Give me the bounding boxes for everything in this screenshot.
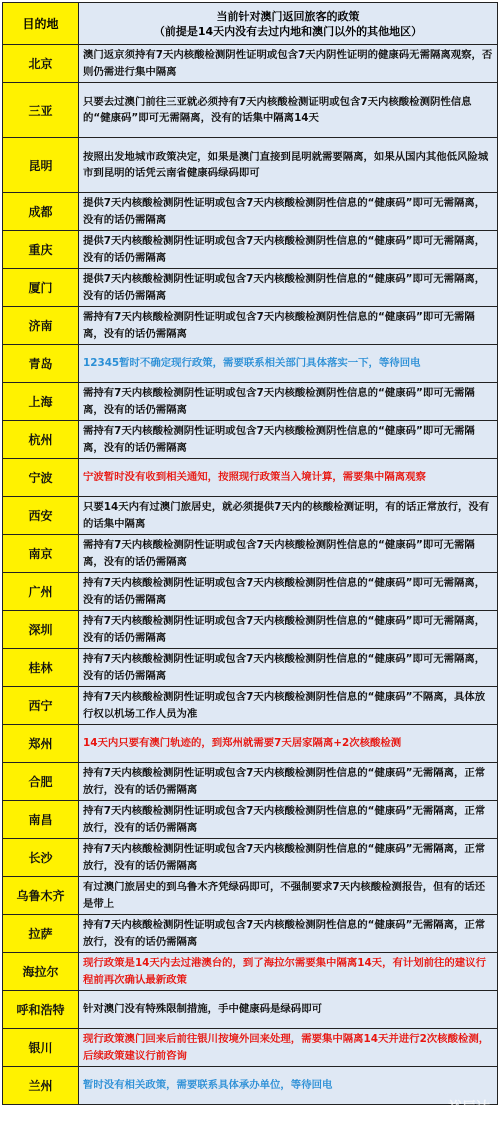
policy-cell: 按照出发地城市政策决定，如果是澳门直接到昆明就需要隔离，如果从国内其他低风险城市到昆明的话凭云南省健康码绿码即可 xyxy=(79,138,498,193)
city-cell: 拉萨 xyxy=(3,915,79,953)
header-title-line2: （前提是14天内没有去过内地和澳门以外的其他地区） xyxy=(82,24,494,39)
table-row xyxy=(3,839,498,877)
table-row xyxy=(3,269,498,307)
table-row xyxy=(3,193,498,231)
city-cell: 桂林 xyxy=(3,649,79,687)
table-row xyxy=(3,421,498,459)
policy-cell: 宁波暂时没有收到相关通知，按照现行政策当入境计算，需要集中隔离观察 xyxy=(79,459,498,497)
city-cell: 济南 xyxy=(3,307,79,345)
city-cell: 深圳 xyxy=(3,611,79,649)
policy-cell: 澳门返京须持有7天内核酸检测阴性证明或包含7天内阴性证明的健康码无需隔离观察，否则仍需进行集中隔离 xyxy=(79,45,498,83)
table-row xyxy=(3,231,498,269)
table-row xyxy=(3,915,498,953)
table-row xyxy=(3,1067,498,1105)
city-cell: 乌鲁木齐 xyxy=(3,877,79,915)
table-row xyxy=(3,459,498,497)
city-cell: 银川 xyxy=(3,1029,79,1067)
city-cell: 成都 xyxy=(3,193,79,231)
policy-cell: 持有7天内核酸检测阴性证明或包含7天内核酸检测阴性信息的“健康码”即可无需隔离，没有的话仍需隔离 xyxy=(79,611,498,649)
city-cell: 长沙 xyxy=(3,839,79,877)
policy-cell: 持有7天内核酸检测阴性证明或包含7天内核酸检测阴性信息的“健康码”不隔离，具体放行权以机场工作人员为准 xyxy=(79,687,498,725)
table-row xyxy=(3,877,498,915)
table-row xyxy=(3,497,498,535)
table-row xyxy=(3,953,498,991)
city-cell: 南昌 xyxy=(3,801,79,839)
city-cell: 杭州 xyxy=(3,421,79,459)
table-row xyxy=(3,687,498,725)
city-cell: 合肥 xyxy=(3,763,79,801)
policy-cell: 现行政策澳门回来后前往银川按境外回来处理，需要集中隔离14天并进行2次核酸检测，后续政策建议行前咨询 xyxy=(79,1029,498,1067)
policy-cell: 持有7天内核酸检测阴性证明或包含7天内核酸检测阴性信息的“健康码”无需隔离，正常放行，没有的话仍需隔离 xyxy=(79,839,498,877)
city-cell: 南京 xyxy=(3,535,79,573)
policy-cell: 持有7天内核酸检测阴性证明或包含7天内核酸检测阴性信息的“健康码”无需隔离，正常放行，没有的话仍需隔离 xyxy=(79,915,498,953)
policy-cell: 现行政策是14天内去过港澳台的，到了海拉尔需要集中隔离14天，有计划前往的建议行程前再次确认最新政策 xyxy=(79,953,498,991)
policy-cell: 有过澳门旅居史的到乌鲁木齐凭绿码即可，不强制要求7天内核酸检测报告，但有的话还是带上 xyxy=(79,877,498,915)
city-cell: 厦门 xyxy=(3,269,79,307)
policy-cell: 只要14天内有过澳门旅居史，就必须提供7天内的核酸检测证明，有的话正常放行，没有的话集中隔离 xyxy=(79,497,498,535)
city-cell: 青岛 xyxy=(3,345,79,383)
policy-cell: 提供7天内核酸检测阴性证明或包含7天内核酸检测阴性信息的“健康码”即可无需隔离，没有的话仍需隔离 xyxy=(79,269,498,307)
city-cell: 北京 xyxy=(3,45,79,83)
table-row xyxy=(3,801,498,839)
city-cell: 西安 xyxy=(3,497,79,535)
policy-cell: 只要去过澳门前往三亚就必须持有7天内核酸检测证明或包含7天内核酸检测阴性信息的“健康码”即可无需隔离，没有的话集中隔离14天 xyxy=(79,83,498,138)
table-row xyxy=(3,763,498,801)
city-cell: 上海 xyxy=(3,383,79,421)
policy-cell: 需持有7天内核酸检测阴性证明或包含7天内核酸检测阴性信息的“健康码”即可无需隔离，没有的话仍需隔离 xyxy=(79,535,498,573)
header-title-line1: 当前针对澳门返回旅客的政策 xyxy=(82,9,494,24)
table-row xyxy=(3,611,498,649)
city-cell: 郑州 xyxy=(3,725,79,763)
policy-cell: 持有7天内核酸检测阴性证明或包含7天内核酸检测阴性信息的“健康码”即可无需隔离，没有的话仍需隔离 xyxy=(79,649,498,687)
table-row xyxy=(3,83,498,138)
table-row xyxy=(3,383,498,421)
header-title xyxy=(79,3,498,45)
policy-cell: 需持有7天内核酸检测阴性证明或包含7天内核酸检测阴性信息的“健康码”即可无需隔离，没有的话仍需隔离 xyxy=(79,421,498,459)
table-body xyxy=(3,45,498,1105)
city-cell: 海拉尔 xyxy=(3,953,79,991)
watermark-text: 裕辰达 xyxy=(448,1097,490,1117)
policy-cell: 持有7天内核酸检测阴性证明或包含7天内核酸检测阴性信息的“健康码”无需隔离，正常放行，没有的话仍需隔离 xyxy=(79,763,498,801)
city-cell: 重庆 xyxy=(3,231,79,269)
table-row xyxy=(3,649,498,687)
city-cell: 呼和浩特 xyxy=(3,991,79,1029)
table-row xyxy=(3,138,498,193)
city-cell: 宁波 xyxy=(3,459,79,497)
policy-cell: 12345暂时不确定现行政策，需要联系相关部门具体落实一下，等待回电 xyxy=(79,345,498,383)
table-row xyxy=(3,345,498,383)
policy-cell: 持有7天内核酸检测阴性证明或包含7天内核酸检测阴性信息的“健康码”即可无需隔离，没有的话仍需隔离 xyxy=(79,573,498,611)
policy-cell: 14天内只要有澳门轨迹的，到郑州就需要7天居家隔离+2次核酸检测 xyxy=(79,725,498,763)
table-header-row xyxy=(3,3,498,45)
city-cell: 西宁 xyxy=(3,687,79,725)
policy-table xyxy=(2,2,498,1105)
table-row xyxy=(3,535,498,573)
table-row xyxy=(3,991,498,1029)
policy-cell: 持有7天内核酸检测阴性证明或包含7天内核酸检测阴性信息的“健康码”无需隔离，正常放行，没有的话仍需隔离 xyxy=(79,801,498,839)
header-destination: 目的地 xyxy=(3,3,79,45)
policy-cell: 暂时没有相关政策，需要联系具体承办单位，等待回电 xyxy=(79,1067,498,1105)
policy-cell: 针对澳门没有特殊限制措施，手中健康码是绿码即可 xyxy=(79,991,498,1029)
table-row xyxy=(3,307,498,345)
table-row xyxy=(3,573,498,611)
city-cell: 昆明 xyxy=(3,138,79,193)
table-row xyxy=(3,725,498,763)
table-row xyxy=(3,1029,498,1067)
city-cell: 三亚 xyxy=(3,83,79,138)
table-row xyxy=(3,45,498,83)
policy-cell: 需持有7天内核酸检测阴性证明或包含7天内核酸检测阴性信息的“健康码”即可无需隔离，没有的话仍需隔离 xyxy=(79,307,498,345)
city-cell: 广州 xyxy=(3,573,79,611)
policy-cell: 提供7天内核酸检测阴性证明或包含7天内核酸检测阴性信息的“健康码”即可无需隔离，没有的话仍需隔离 xyxy=(79,231,498,269)
policy-cell: 需持有7天内核酸检测阴性证明或包含7天内核酸检测阴性信息的“健康码”即可无需隔离，没有的话仍需隔离 xyxy=(79,383,498,421)
policy-cell: 提供7天内核酸检测阴性证明或包含7天内核酸检测阴性信息的“健康码”即可无需隔离，没有的话仍需隔离 xyxy=(79,193,498,231)
city-cell: 兰州 xyxy=(3,1067,79,1105)
